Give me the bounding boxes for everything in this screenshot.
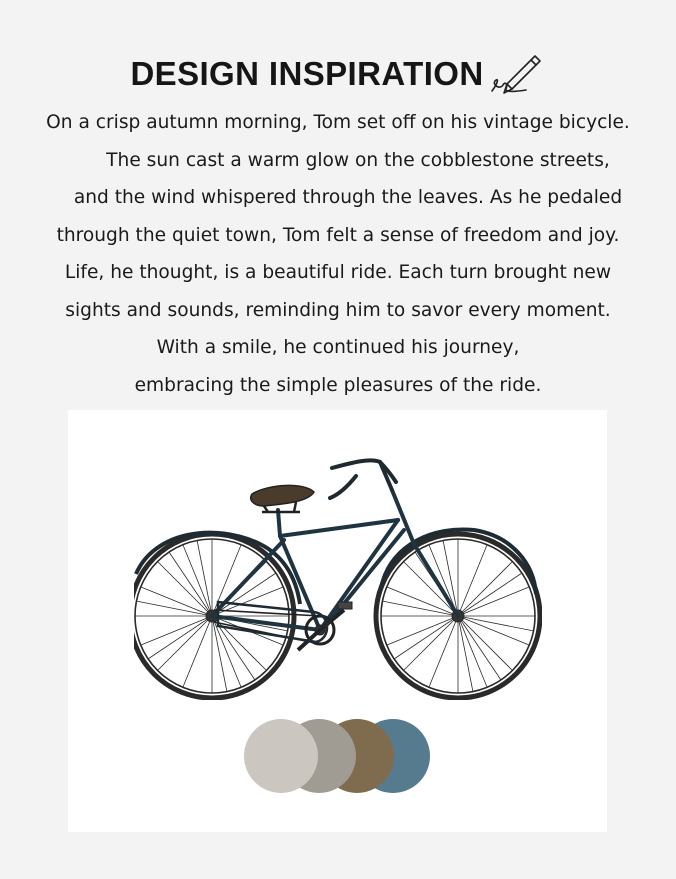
color-palette bbox=[244, 719, 434, 795]
story-line: sights and sounds, reminding him to savor every moment. bbox=[65, 299, 611, 321]
page-title: DESIGN INSPIRATION bbox=[130, 54, 484, 92]
story-line: On a crisp autumn morning, Tom set off on his vintage bicycle. bbox=[46, 112, 630, 133]
story-line: Life, he thought, is a beautiful ride. Each turn brought new bbox=[64, 262, 612, 283]
pen-writing-icon bbox=[490, 50, 546, 96]
story-line: With a smile, he continued his journey, bbox=[156, 337, 520, 358]
color-swatch-light-gray bbox=[244, 719, 318, 793]
story-line: embracing the simple pleasures of the ride. bbox=[134, 374, 542, 396]
illustration-card bbox=[68, 410, 607, 832]
story-paragraph bbox=[20, 104, 656, 404]
header bbox=[0, 48, 676, 98]
story-line: The sun cast a warm glow on the cobblestone streets, bbox=[106, 149, 610, 171]
story-line: and the wind whispered through the leaves. As he pedaled bbox=[73, 187, 623, 208]
story-line: through the quiet town, Tom felt a sense of freedom and joy. bbox=[56, 224, 620, 246]
vintage-bicycle-illustration bbox=[134, 454, 542, 700]
